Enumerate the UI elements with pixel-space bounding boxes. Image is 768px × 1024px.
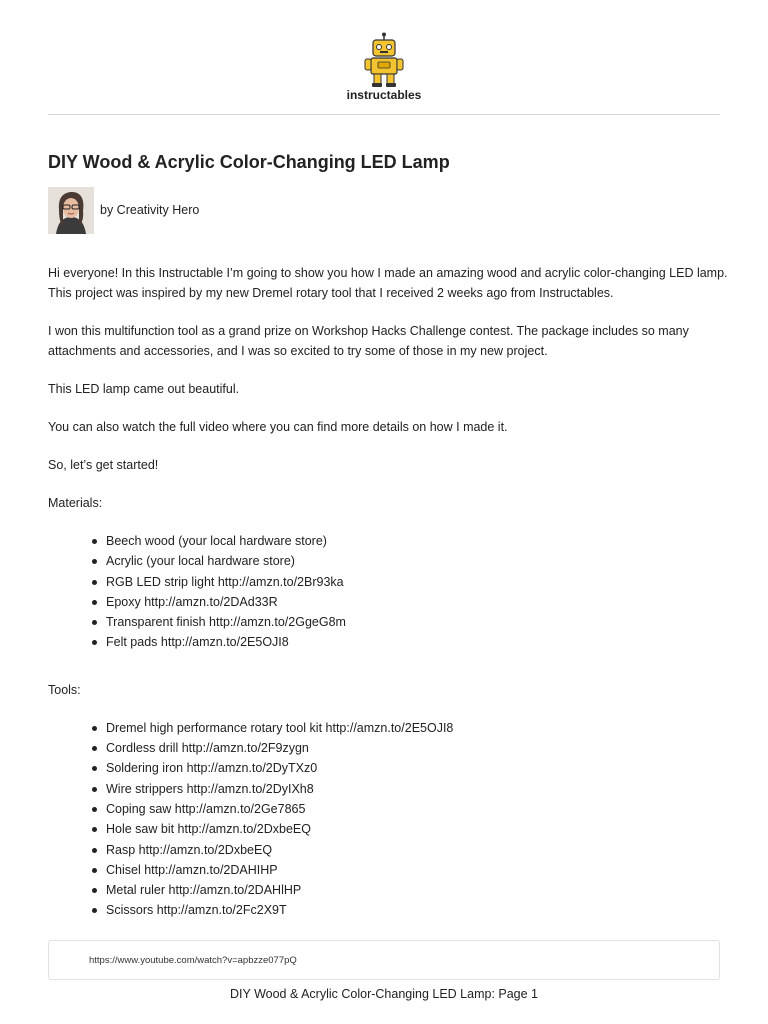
materials-list	[48, 531, 728, 653]
tools-list	[48, 718, 728, 921]
tools-item: Dremel high performance rotary tool kit http://amzn.to/2E5OJI8	[106, 718, 728, 738]
intro-paragraph: You can also watch the full video where you can find more details on how I made it.	[48, 420, 508, 434]
intro-paragraph: This LED lamp came out beautiful.	[48, 382, 240, 396]
tools-item: Soldering iron http://amzn.to/2DyTXz0	[106, 758, 728, 778]
tools-item: Wire strippers http://amzn.to/2DyIXh8	[106, 779, 728, 799]
tools-item: Chisel http://amzn.to/2DAHIHP	[106, 860, 728, 880]
materials-item: Felt pads http://amzn.to/2E5OJI8	[106, 632, 728, 652]
page-footer: DIY Wood & Acrylic Color-Changing LED Lamp: Page 1	[229, 987, 539, 1001]
materials-item: Epoxy http://amzn.to/2DAd33R	[106, 592, 728, 612]
intro-paragraph: Hi everyone! In this Instructable I’m going to show you how I made an amazing wood and acrylic color-changing LED lamp. This project was inspired by my new Dremel rotary tool that I received 2 weeks ago from Instructables.	[48, 266, 728, 300]
tools-item: Hole saw bit http://amzn.to/2DxbeEQ	[106, 819, 728, 839]
header-divider	[48, 114, 720, 115]
materials-item: Transparent finish http://amzn.to/2GgeG8m	[106, 612, 728, 632]
tools-item: Cordless drill http://amzn.to/2F9zygn	[106, 738, 728, 758]
page-header	[0, 0, 768, 116]
video-embed-box[interactable]	[48, 940, 720, 980]
tools-item: Coping saw http://amzn.to/2Ge7865	[106, 799, 728, 819]
tools-item: Rasp http://amzn.to/2DxbeEQ	[106, 840, 728, 860]
avatar[interactable]	[48, 187, 94, 234]
materials-item: Beech wood (your local hardware store)	[106, 531, 728, 551]
tools-item: Metal ruler http://amzn.to/2DAHlHP	[106, 880, 728, 900]
materials-item: RGB LED strip light http://amzn.to/2Br93ka	[106, 572, 728, 592]
tools-heading: Tools:	[48, 682, 81, 697]
logo-text[interactable]: instructables	[346, 88, 422, 102]
materials-heading: Materials:	[48, 496, 103, 510]
author-name[interactable]: by Creativity Hero	[100, 203, 200, 217]
intro-paragraph: So, let’s get started!	[48, 458, 159, 472]
page-title: DIY Wood & Acrylic Color-Changing LED Lamp	[48, 152, 450, 172]
article-body	[48, 263, 728, 921]
intro-paragraph: I won this multifunction tool as a grand prize on Workshop Hacks Challenge contest. The package includes so many attachments and accessories, and I was so excited to try some of those in my new project.	[48, 324, 689, 358]
tools-item: Scissors http://amzn.to/2Fc2X9T	[106, 900, 728, 920]
video-link[interactable]: https://www.youtube.com/watch?v=apbzze077pQ	[89, 955, 297, 966]
robot-icon[interactable]	[360, 32, 408, 88]
materials-item: Acrylic (your local hardware store)	[106, 551, 728, 571]
